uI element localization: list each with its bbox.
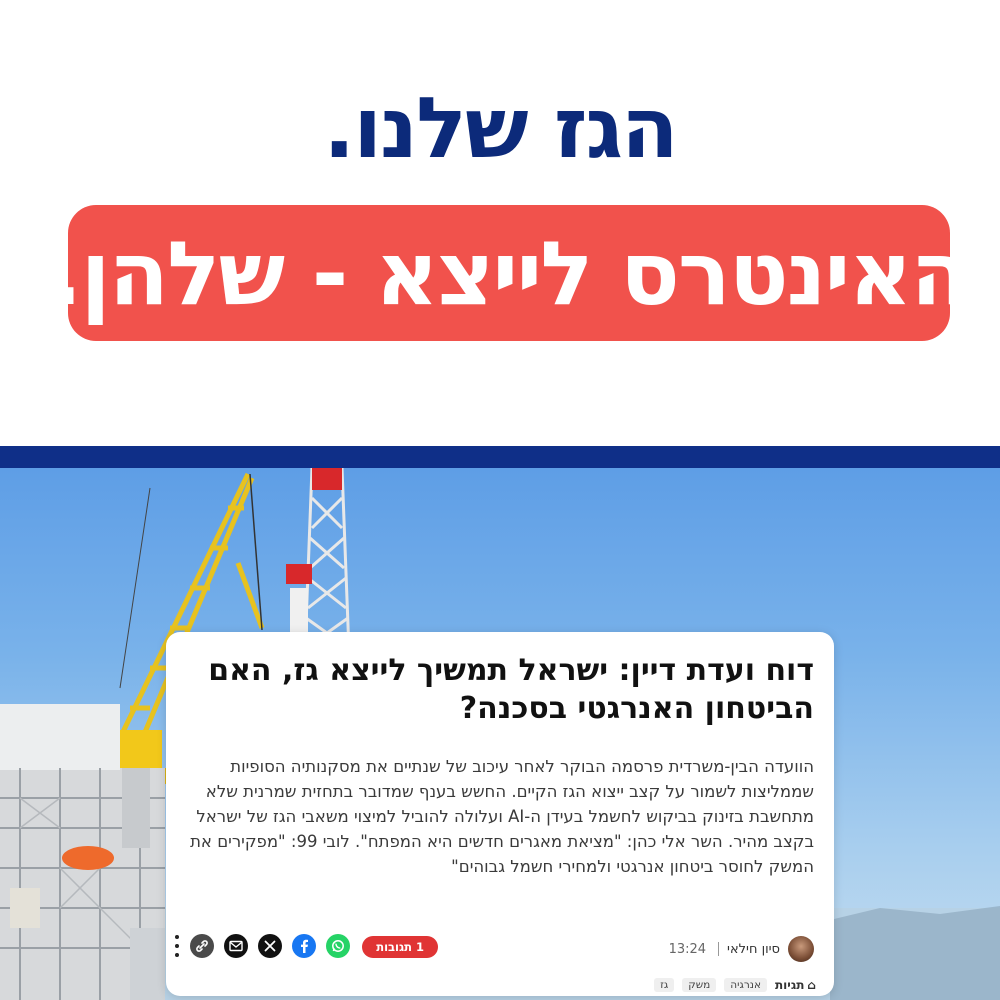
tags-row <box>654 978 816 992</box>
tag-gas[interactable]: גז <box>654 978 674 992</box>
share-bar <box>174 934 350 958</box>
headline-banner <box>49 205 969 341</box>
divider-bar <box>0 446 1000 468</box>
x-icon[interactable] <box>258 934 282 958</box>
tag-icon: ⌂ <box>807 978 816 992</box>
tag-economy[interactable]: משק <box>682 978 716 992</box>
author-name[interactable]: סיון חילאי <box>727 941 780 957</box>
link-icon[interactable] <box>190 934 214 958</box>
article-title[interactable]: דוח ועדת דיין: ישראל תמשיך לייצא גז, האם הביטחון האנרגטי בסכנה? <box>208 653 814 726</box>
author-avatar <box>788 936 814 962</box>
email-icon[interactable] <box>224 934 248 958</box>
meta-separator <box>718 942 719 956</box>
tags-label <box>775 978 816 992</box>
headline: הגז שלנו. <box>323 79 677 177</box>
comments-button[interactable] <box>362 936 438 958</box>
whatsapp-icon[interactable] <box>326 934 350 958</box>
tag-energy[interactable]: אנרגיה <box>724 978 767 992</box>
publish-time: 13:24 <box>668 941 707 957</box>
article-meta <box>669 932 814 966</box>
more-icon[interactable] <box>174 935 180 957</box>
article-summary: הוועדה הבין-משרדית פרסמה הבוקר לאחר עיכוב של שנתיים את מסקנותיה הסופיות שממליצות לשמור על קצב ייצוא הגז הקיים. החשש בענף שמדובר בתחזית שמרנית שלא מתחשבת בזינוק בביקוש לחשמל בעידן ה-AI ועלולה להוביל למיצוי משאבי הגז של ישראל בקצב מהיר. השר אלי כהן: "מציאת מאגרים חדשים היא המפתח". לובי 99: "מפקירים את המשק לחוסר ביטחון אנרגטי ולמחירי חשמל גבוהים" <box>190 757 814 876</box>
article-card[interactable] <box>166 632 834 996</box>
banner-text: האינטרס לייצא - שלהן. <box>49 221 969 325</box>
facebook-icon[interactable] <box>292 934 316 958</box>
tags-label-text: תגיות <box>774 978 805 992</box>
comments-count: 1 תגובות <box>376 940 424 954</box>
